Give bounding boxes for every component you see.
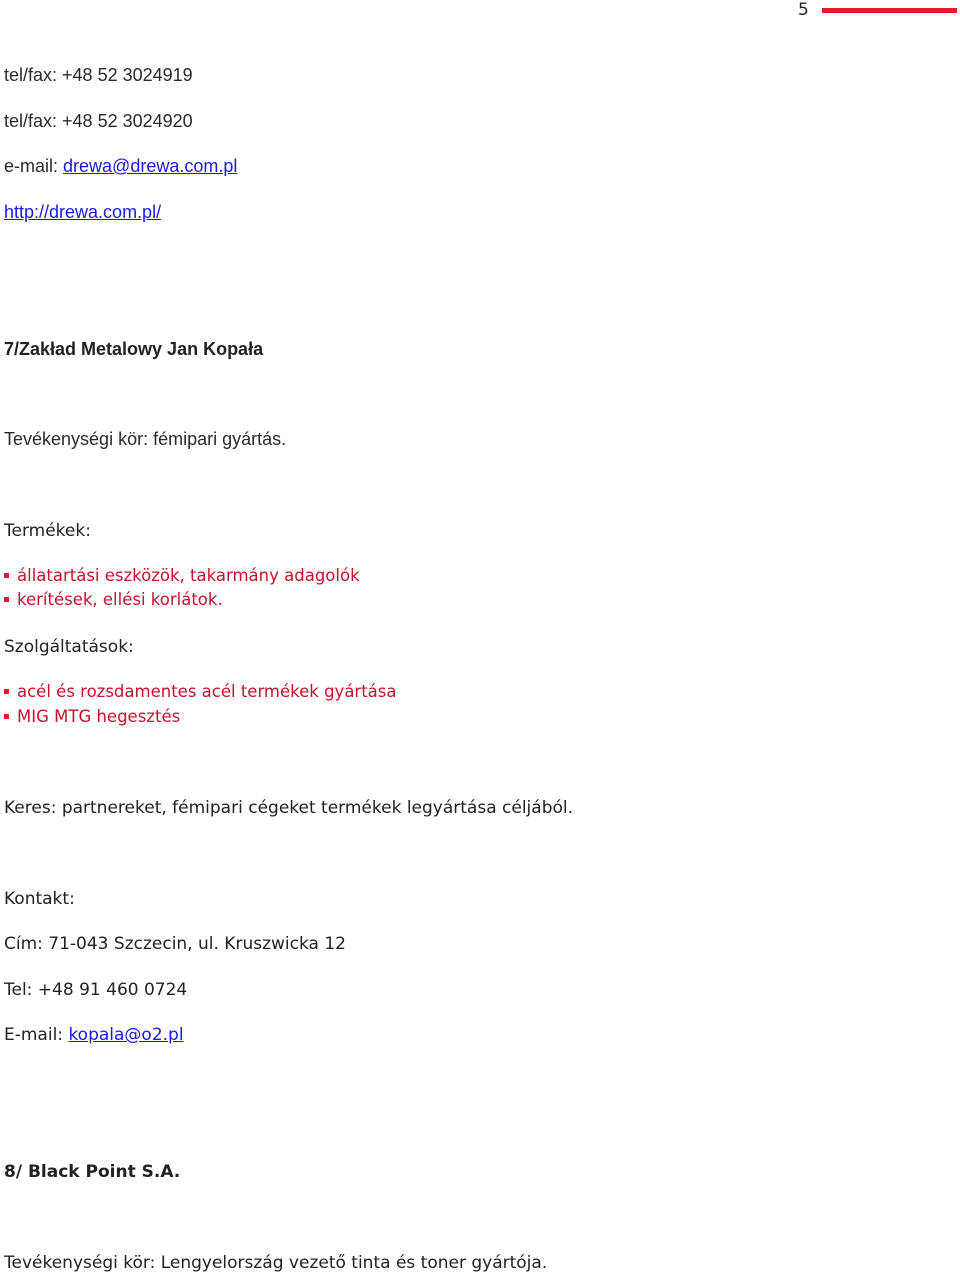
telfax-value: +48 52 3024919 bbox=[62, 65, 193, 85]
website-line bbox=[4, 201, 161, 223]
email-label: E-mail: bbox=[4, 1025, 69, 1045]
service-text: acél és rozsdamentes acél termékek gyártása bbox=[17, 682, 397, 701]
company8-activity: Tevékenységi kör: Lengyelország vezető tinta és toner gyártója. bbox=[4, 1253, 548, 1273]
company7-phone: Tel: +48 91 460 0724 bbox=[4, 980, 188, 1000]
service-text: MIG MTG hegesztés bbox=[17, 707, 181, 726]
product-list-item bbox=[4, 589, 223, 611]
email-link[interactable]: kopala@o2.pl bbox=[68, 1025, 184, 1045]
email-line bbox=[4, 155, 237, 177]
email-link[interactable]: drewa@drewa.com.pl bbox=[63, 156, 238, 176]
product-text: állatartási eszközök, takarmány adagolók bbox=[17, 566, 360, 585]
product-text: kerítések, ellési korlátok. bbox=[17, 590, 223, 609]
bullet-square-icon bbox=[4, 597, 9, 602]
telfax-label: tel/fax: bbox=[4, 65, 63, 85]
telfax-line-2 bbox=[4, 110, 193, 132]
company7-email-line bbox=[4, 1024, 184, 1046]
header-accent-rule bbox=[822, 8, 957, 13]
page-number: 5 bbox=[798, 0, 809, 20]
company7-activity: Tevékenységi kör: fémipari gyártás. bbox=[4, 429, 287, 449]
company7-products-label: Termékek: bbox=[4, 521, 91, 541]
company7-title: 7/Zakład Metalowy Jan Kopała bbox=[4, 339, 264, 359]
product-list-item bbox=[4, 565, 360, 587]
bullet-square-icon bbox=[4, 689, 9, 694]
company7-address: Cím: 71-043 Szczecin, ul. Kruszwicka 12 bbox=[4, 934, 346, 954]
company7-seeking: Keres: partnereket, fémipari cégeket termékek legyártása céljából. bbox=[4, 798, 574, 818]
company8-title: 8/ Black Point S.A. bbox=[4, 1162, 181, 1182]
company7-services-label: Szolgáltatások: bbox=[4, 637, 134, 657]
telfax-line-1 bbox=[4, 64, 193, 86]
website-link[interactable]: http://drewa.com.pl/ bbox=[4, 202, 162, 222]
email-label: e-mail: bbox=[4, 156, 64, 176]
telfax-label: tel/fax: bbox=[4, 111, 63, 131]
service-list-item bbox=[4, 706, 180, 728]
telfax-value: +48 52 3024920 bbox=[62, 111, 193, 131]
service-list-item bbox=[4, 681, 397, 703]
bullet-square-icon bbox=[4, 714, 9, 719]
company7-contact-label: Kontakt: bbox=[4, 889, 75, 909]
bullet-square-icon bbox=[4, 573, 9, 578]
